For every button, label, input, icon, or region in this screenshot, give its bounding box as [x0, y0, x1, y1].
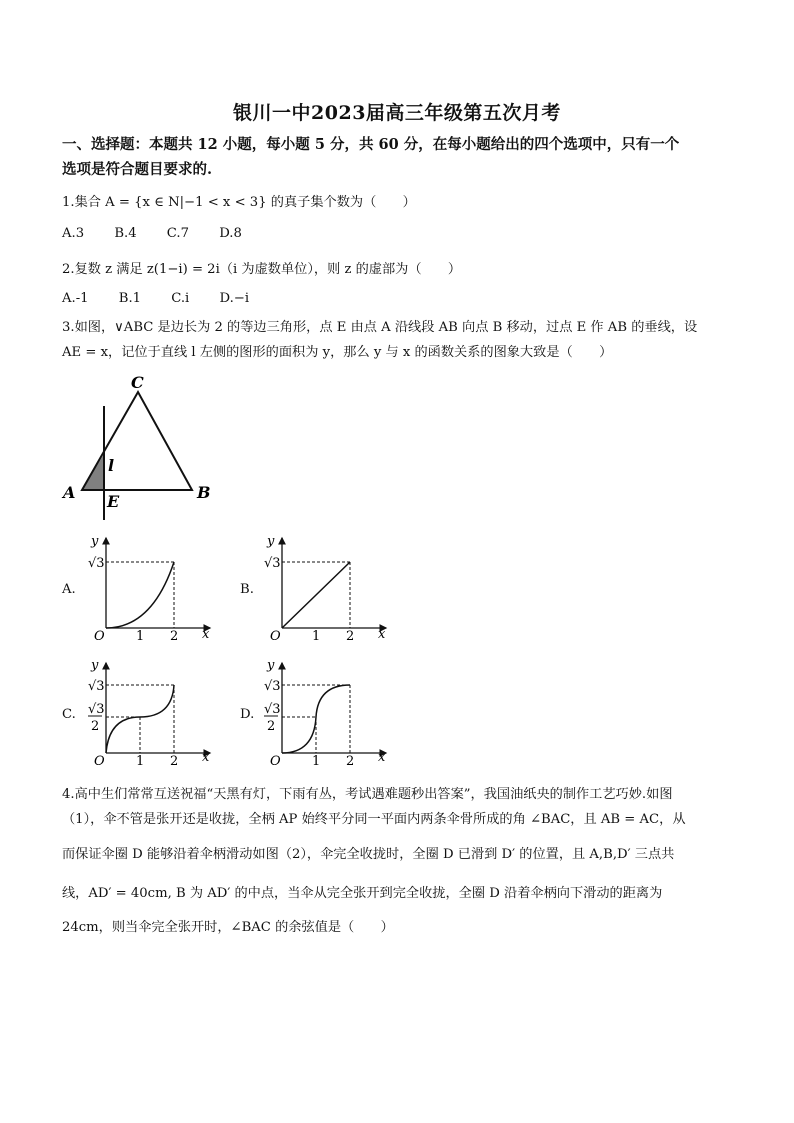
axis-x-label: x [378, 750, 386, 765]
question-4-line5: 24cm，则当伞完全张开时，∠BAC 的余弦值是（ ） [62, 920, 394, 935]
q2-option-c: C.i [171, 291, 190, 306]
label-l: l [108, 456, 115, 475]
axis-y-label: y [91, 534, 99, 549]
section-heading-line1: 一、选择题：本题共 12 小题，每小题 5 分，共 60 分，在每小题给出的四个选项中，只有一个 [62, 136, 680, 153]
q1-option-d: D.8 [219, 226, 242, 241]
graph-option-c-label: C. [62, 707, 76, 722]
tick-sqrt3-over-2-num: √3 [88, 702, 105, 717]
question-3-line2: AE = x，记位于直线 l 左侧的图形的面积为 y，那么 y 与 x 的函数关系的图象大致是（ ） [62, 345, 613, 360]
question-4-line2: （1），伞不管是张开还是收拢，全柄 AP 始终平分同一平面内两条伞骨所成的角 ∠BAC，且 AB = AC，从 [62, 812, 686, 827]
axis-x-label: x [378, 627, 386, 642]
tick-1: 1 [136, 629, 145, 644]
tick-sqrt3-over-2-den: 2 [91, 719, 100, 734]
graph-b [258, 530, 398, 648]
graph-option-d-label: D. [240, 707, 255, 722]
origin-label: O [94, 629, 105, 644]
graph-option-a-label: A. [62, 582, 76, 597]
tick-1: 1 [136, 754, 145, 769]
question-4-line1: 4.高中生们常常互送祝福“天黑有灯，下雨有丛，考试遇难题秒出答案”，我国油纸央的制作工艺巧妙.如图 [62, 787, 673, 802]
question-1-options [62, 226, 268, 241]
origin-label: O [94, 754, 105, 769]
axis-y-label: y [91, 658, 99, 673]
tick-sqrt3-over-2-num: √3 [264, 702, 281, 717]
question-4-line3: 而保证伞圈 D 能够沿着伞柄滑动如图（2），伞完全收拢时，全圈 D 已滑到 D′ 的位置，且 A,B,D′ 三点共 [62, 847, 675, 862]
label-c: C [131, 373, 144, 392]
question-3-line1: 3.如图，∨ABC 是边长为 2 的等边三角形，点 E 由点 A 沿线段 AB 向点 B 移动，过点 E 作 AB 的垂线，设 [62, 320, 698, 335]
section-heading-line2: 选项是符合题目要求的. [62, 161, 213, 178]
graph-option-b-label: B. [240, 582, 254, 597]
triangle-figure [55, 368, 225, 528]
axis-y-label: y [267, 658, 275, 673]
question-1-text: 1.集合 A = {x ∈ N|−1 < x < 3} 的真子集个数为（ ） [62, 195, 416, 210]
graph-a [82, 530, 222, 648]
q1-option-a: A.3 [62, 226, 85, 241]
axis-x-label: x [202, 627, 210, 642]
label-e: E [107, 492, 120, 511]
origin-label: O [270, 754, 281, 769]
tick-sqrt3: √3 [88, 556, 105, 571]
tick-2: 2 [170, 754, 179, 769]
tick-2: 2 [170, 629, 179, 644]
tick-1: 1 [312, 754, 321, 769]
curve-a [106, 562, 174, 628]
tick-2: 2 [346, 754, 355, 769]
graph-c [82, 655, 222, 773]
q2-option-b: B.1 [118, 291, 142, 306]
origin-label: O [270, 629, 281, 644]
tick-sqrt3: √3 [264, 679, 281, 694]
tick-sqrt3-over-2-den: 2 [267, 719, 276, 734]
tick-1: 1 [312, 629, 321, 644]
axis-y-label: y [267, 534, 275, 549]
curve-b [282, 562, 350, 628]
question-4-line4: 线，AD′ = 40cm, B 为 AD′ 的中点，当伞从完全张开到完全收拢，全圈 D 沿着伞柄向下滑动的距离为 [62, 886, 663, 901]
label-b: B [197, 483, 211, 502]
tick-sqrt3: √3 [264, 556, 281, 571]
question-2-text: 2.复数 z 满足 z(1−i) = 2i（i 为虚数单位），则 z 的虚部为（ ） [62, 262, 462, 277]
q2-option-a: A.-1 [62, 291, 89, 306]
label-a: A [63, 483, 76, 502]
q1-option-c: C.7 [166, 226, 189, 241]
q1-option-b: B.4 [114, 226, 137, 241]
tick-sqrt3: √3 [88, 679, 105, 694]
q2-option-d: D.−i [219, 291, 250, 306]
tick-2: 2 [346, 629, 355, 644]
question-2-options [62, 291, 275, 306]
page-title: 银川一中2023届高三年级第五次月考 [233, 102, 561, 124]
graph-d [258, 655, 398, 773]
axis-x-label: x [202, 750, 210, 765]
